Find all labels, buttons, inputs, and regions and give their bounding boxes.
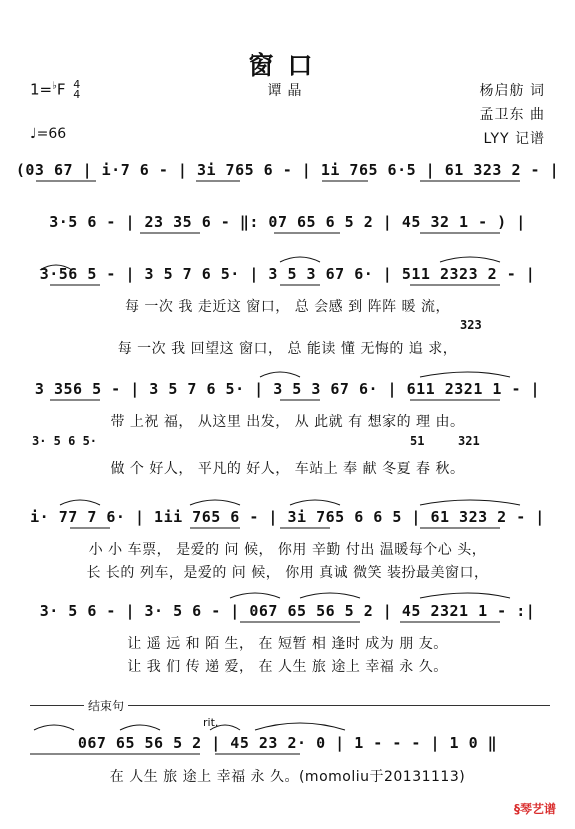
time-bottom: 4 (73, 88, 81, 101)
refrain-notes: 3· 5 6 - | 3· 5 6 - | 067 65 56 5 2 | 45 2321 1 - :| (39, 602, 536, 620)
chorus-lyric-a: 小 小 车票， 是爱的 问 候， 你用 辛勤 付出 温暖每个心 头， (88, 542, 487, 558)
chorus-notes: i· 77 7 6· | 1ii 765 6 - | 3i 765 6 6 5 | 61 323 2 - | (30, 508, 545, 526)
lyricist-credit: 杨启舫 词 (479, 83, 545, 99)
singer: 谭晶 (267, 83, 308, 99)
intro-line-2: 3·5 6 - | 23 35 6 - ‖: 07 65 6 5 2 | 45 32 1 - ) | (49, 213, 526, 231)
slur (260, 372, 300, 377)
slur (34, 725, 74, 730)
tempo-marking (30, 126, 66, 142)
slur (280, 257, 320, 262)
flat-sign: ♭ (52, 80, 57, 92)
tempo-value: =66 (36, 126, 67, 142)
coda-lyric: 在 人生 旅 途上 幸福 永 久。(momoliu于20131113) (109, 769, 466, 785)
logo-text: 琴艺谱 (520, 802, 557, 816)
verse2-alt-mid: 51 (410, 434, 425, 448)
ritardando-marking: rit. (203, 716, 219, 729)
logo-icon: § (514, 802, 520, 816)
verse1-lyric-b: 每 一次 我 回望这 窗口， 总 能读 懂 无悔的 追 求， (117, 341, 458, 357)
refrain-lyric-a: 让 遥 远 和 陌 生， 在 短暂 相 逢时 成为 朋 友。 (127, 636, 448, 652)
slur (190, 500, 240, 505)
page-title: 窗口 (248, 51, 327, 80)
verse1-notes: 3·56 5 - | 3 5 7 6 5· | 3 5 3 67 6· | 511 2323 2 - | (39, 265, 536, 283)
slur (255, 723, 345, 730)
coda-notes: 067 65 56 5 2 | 45 23 2· 0 | 1 - - - | 1 0 ‖ (77, 734, 498, 752)
key-note: F (56, 80, 66, 99)
time-top: 4 (73, 78, 81, 91)
composer-credit: 孟卫东 曲 (479, 107, 545, 123)
verse2-alt-right: 321 (458, 434, 480, 448)
verse1-ornament: 323 (460, 318, 482, 332)
verse2-notes: 3 356 5 - | 3 5 7 6 5· | 3 5 3 67 6· | 611 2321 1 - | (34, 380, 541, 398)
transcriber-credit: LYY 记谱 (483, 131, 545, 147)
slur (230, 593, 280, 598)
verse2-lyric-a: 带 上祝 福， 从这里 出发， 从 此就 有 想家的 理 由。 (110, 414, 465, 430)
slur (120, 725, 160, 730)
chorus-lyric-b: 长 长的 列车，是爱的 问 候， 你用 真诚 微笑 装扮最美窗口， (86, 565, 489, 581)
slur (420, 500, 520, 505)
key-prefix: 1= (30, 80, 53, 99)
refrain-lyric-b: 让 我 们 传 递 爱， 在 人生 旅 途上 幸福 永 久。 (127, 659, 448, 675)
verse1-lyric-a: 每 一次 我 走近这 窗口， 总 会感 到 阵阵 暖 流， (124, 299, 450, 315)
slur (300, 593, 360, 598)
verse2-lyric-b: 做 个 好人， 平凡的 好人， 车站上 奉 献 冬夏 春 秋。 (110, 461, 465, 477)
slur (420, 593, 510, 598)
slur (290, 500, 340, 505)
intro-line-1: (03 67 | i·7 6 - | 3i 765 6 - | 1i 765 6·5 | 61 323 2 - | (15, 161, 560, 179)
site-logo (514, 800, 556, 817)
slur (440, 257, 500, 262)
coda-label: 结束句 (84, 697, 128, 714)
verse2-alt-notes: 3· 5 6 5· (32, 434, 98, 448)
slur (60, 500, 100, 505)
quarter-note-icon: ♩ (30, 126, 37, 142)
slur (420, 372, 510, 377)
